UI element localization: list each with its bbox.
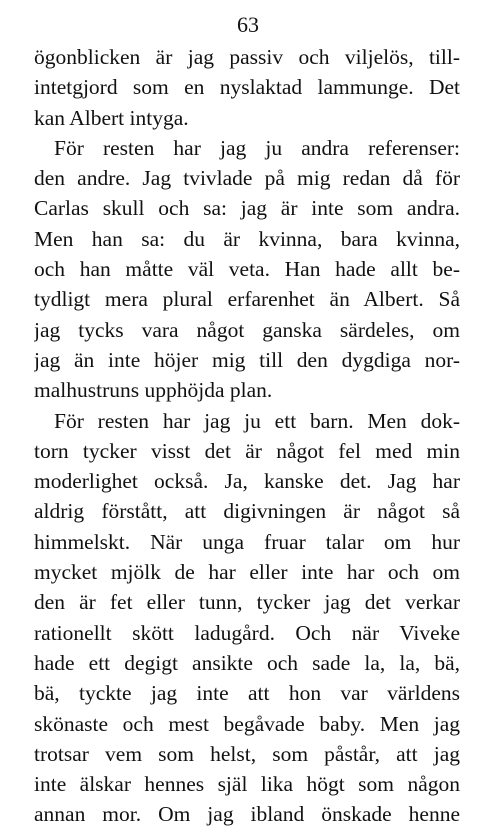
text-line: moderlighet också. Ja, kanske det. Jag har <box>34 469 460 494</box>
text-line: inte älskar hennes själ lika högt som någon <box>34 772 460 797</box>
text-line: mycket mjölk de har eller inte har och om <box>34 560 460 585</box>
body-text <box>34 42 460 830</box>
text-line: ögonblicken är jag passiv och viljelös, till- <box>34 45 460 69</box>
paragraph <box>34 406 460 830</box>
text-line: trotsar vem som helst, som påstår, att jag <box>34 741 460 766</box>
page-number: 63 <box>237 12 259 37</box>
text-line: För resten har jag ju andra referenser: <box>54 135 460 160</box>
text-line: hade ett degigt ansikte och sade la, la, bä, <box>34 650 460 675</box>
text-line: bä, tyckte jag inte att hon var världens <box>34 681 460 706</box>
text-line: den är fet eller tunn, tycker jag det verkar <box>34 590 460 615</box>
text-line: intetgjord som en nyslaktad lammunge. Det <box>34 75 460 100</box>
text-line: jag tycks vara något ganska särdeles, om <box>34 317 460 342</box>
paragraph <box>34 133 460 406</box>
text-line: kan Albert intyga. <box>34 105 189 130</box>
text-line: himmelskt. När unga fruar talar om hur <box>34 529 460 554</box>
text-line: torn tycker visst det är något fel med min <box>34 438 460 463</box>
text-line: rationellt skött ladugård. Och när Viveke <box>34 620 460 645</box>
text-line: jag än inte höjer mig till den dygdiga nor- <box>34 347 460 372</box>
text-line: annan mor. Om jag ibland önskade henne <box>34 802 460 827</box>
text-line: tydligt mera plural erfarenhet än Albert. Så <box>34 287 460 312</box>
text-line: och han måtte väl veta. Han hade allt be- <box>34 257 460 282</box>
text-line: malhustruns upphöjda plan. <box>34 378 273 403</box>
text-line: den andre. Jag tvivlade på mig redan då för <box>34 166 460 191</box>
text-line: Men han sa: du är kvinna, bara kvinna, <box>34 226 460 251</box>
text-line: aldrig förstått, att digivningen är något så <box>34 499 460 524</box>
text-line: Carlas skull och sa: jag är inte som andra. <box>34 196 460 221</box>
paragraph <box>34 42 460 133</box>
text-line: skönaste och mest begåvade baby. Men jag <box>34 711 460 736</box>
text-line: För resten har jag ju ett barn. Men dok- <box>54 408 460 433</box>
